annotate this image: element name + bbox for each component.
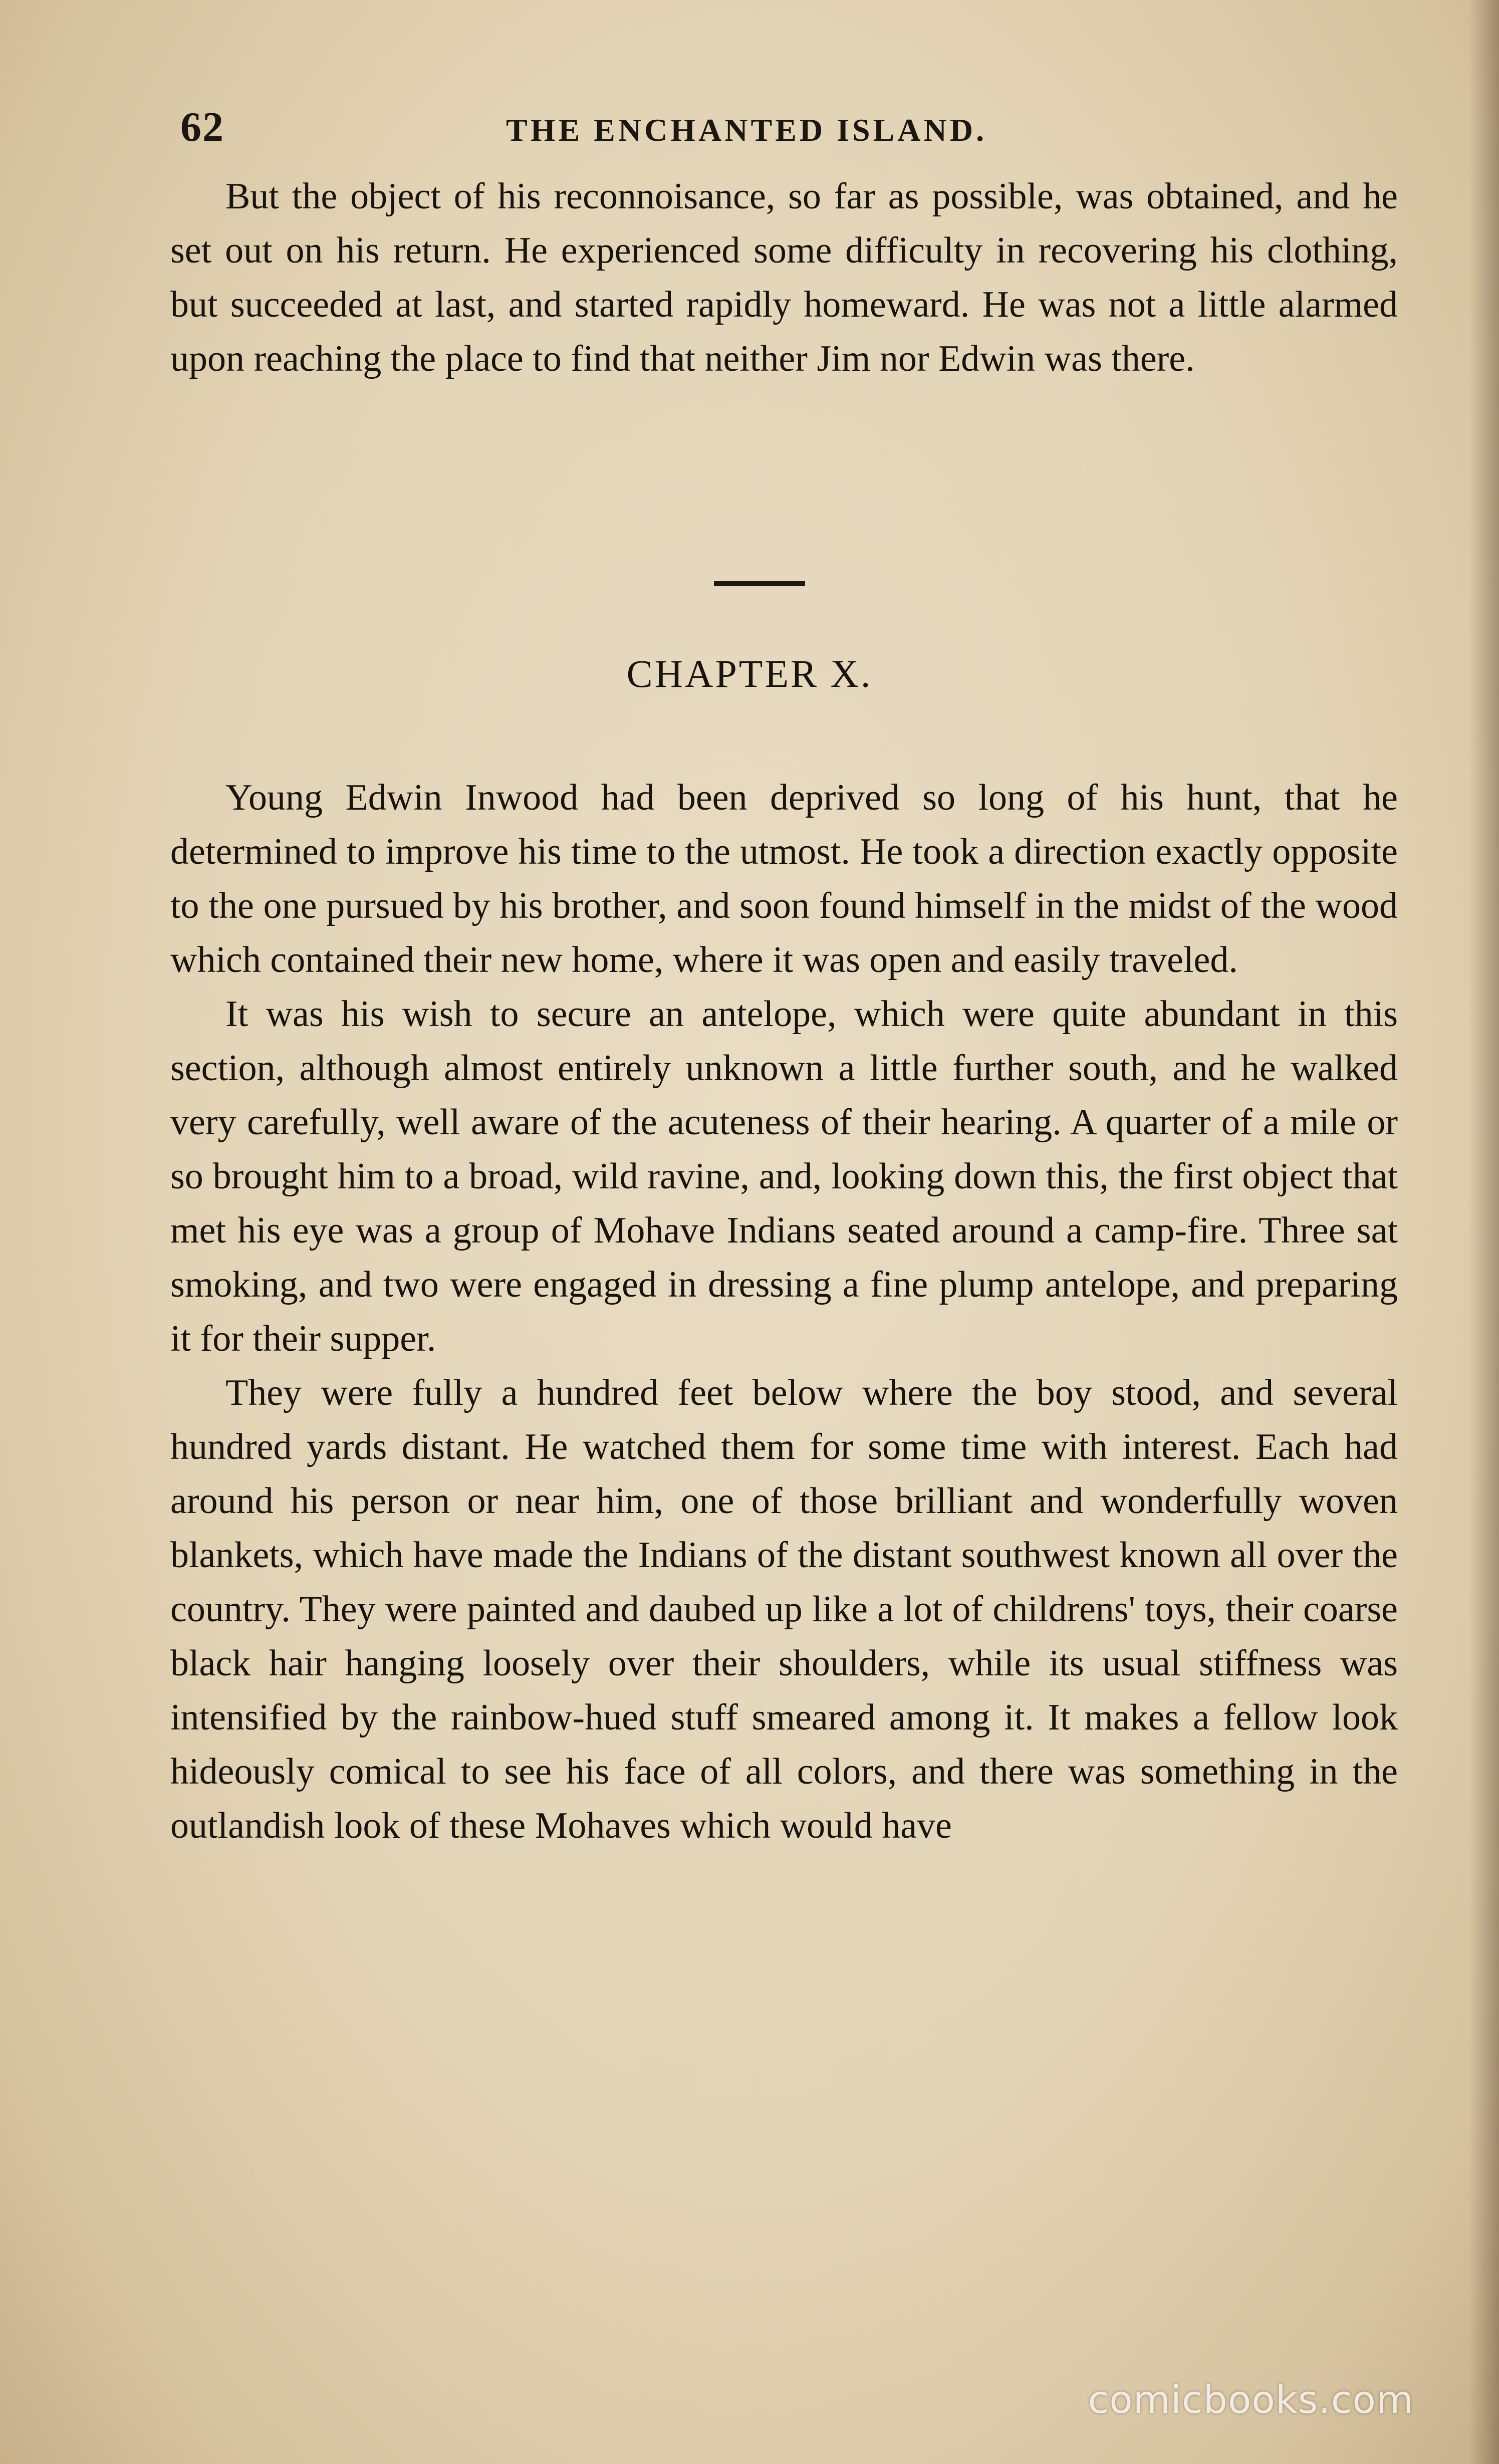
chapter-heading: CHAPTER X.	[626, 652, 873, 695]
page-edge-shadow	[1469, 0, 1499, 2464]
section-divider-rule	[714, 581, 805, 586]
paragraph: But the object of his reconnoisance, so far as possible, was obtained, and he set out on his return. He experienced some difficulty in recovering his clothing, but succeeded at last, and started rapidly homeward. He was not a little alarmed upon reaching the place to find that neither Jim nor Edwin was there.	[170, 176, 1398, 379]
watermark: comicbooks.com	[1088, 2377, 1414, 2422]
paragraph: It was his wish to secure an antelope, which were quite abundant in this section, although almost entirely unknown a little further south, and he walked very carefully, well aware of the acuteness of their hearing. A quarter of a mile or so brought him to a broad, wild ravine, and, looking down this, the first object that met his eye was a group of Mohave Indians seated around a camp-fire. Three sat smoking, and two were engaged in dressing a fine plump antelope, and preparing it for their supper.	[170, 994, 1398, 1359]
text-block-before-chapter	[170, 169, 1398, 386]
paragraph: Young Edwin Inwood had been deprived so long of his hunt, that he determined to improve his time to the utmost. He took a direction exactly opposite to the one pursued by his brother, and soon found himself in the midst of the wood which contained their new home, where it was open and easily traveled.	[170, 777, 1398, 980]
running-head	[180, 93, 1398, 163]
page-number: 62	[180, 104, 224, 150]
chapter-text	[170, 771, 1398, 1853]
paragraph: They were fully a hundred feet below where the boy stood, and several hundred yards distant. He watched them for some time with interest. Each had around his person or near him, one of those brilliant and wonderfully woven blankets, which have made the Indians of the distant southwest known all over the country. They were painted and daubed up like a lot of childrens' toys, their coarse black hair hanging loosely over their shoulders, while its usual stiffness was intensified by the rainbow-hued stuff smeared among it. It makes a fellow look hideously comical to see his face of all colors, and there was something in the outlandish look of these Mohaves which would have	[170, 1372, 1398, 1846]
running-title: THE ENCHANTED ISLAND.	[506, 112, 987, 148]
